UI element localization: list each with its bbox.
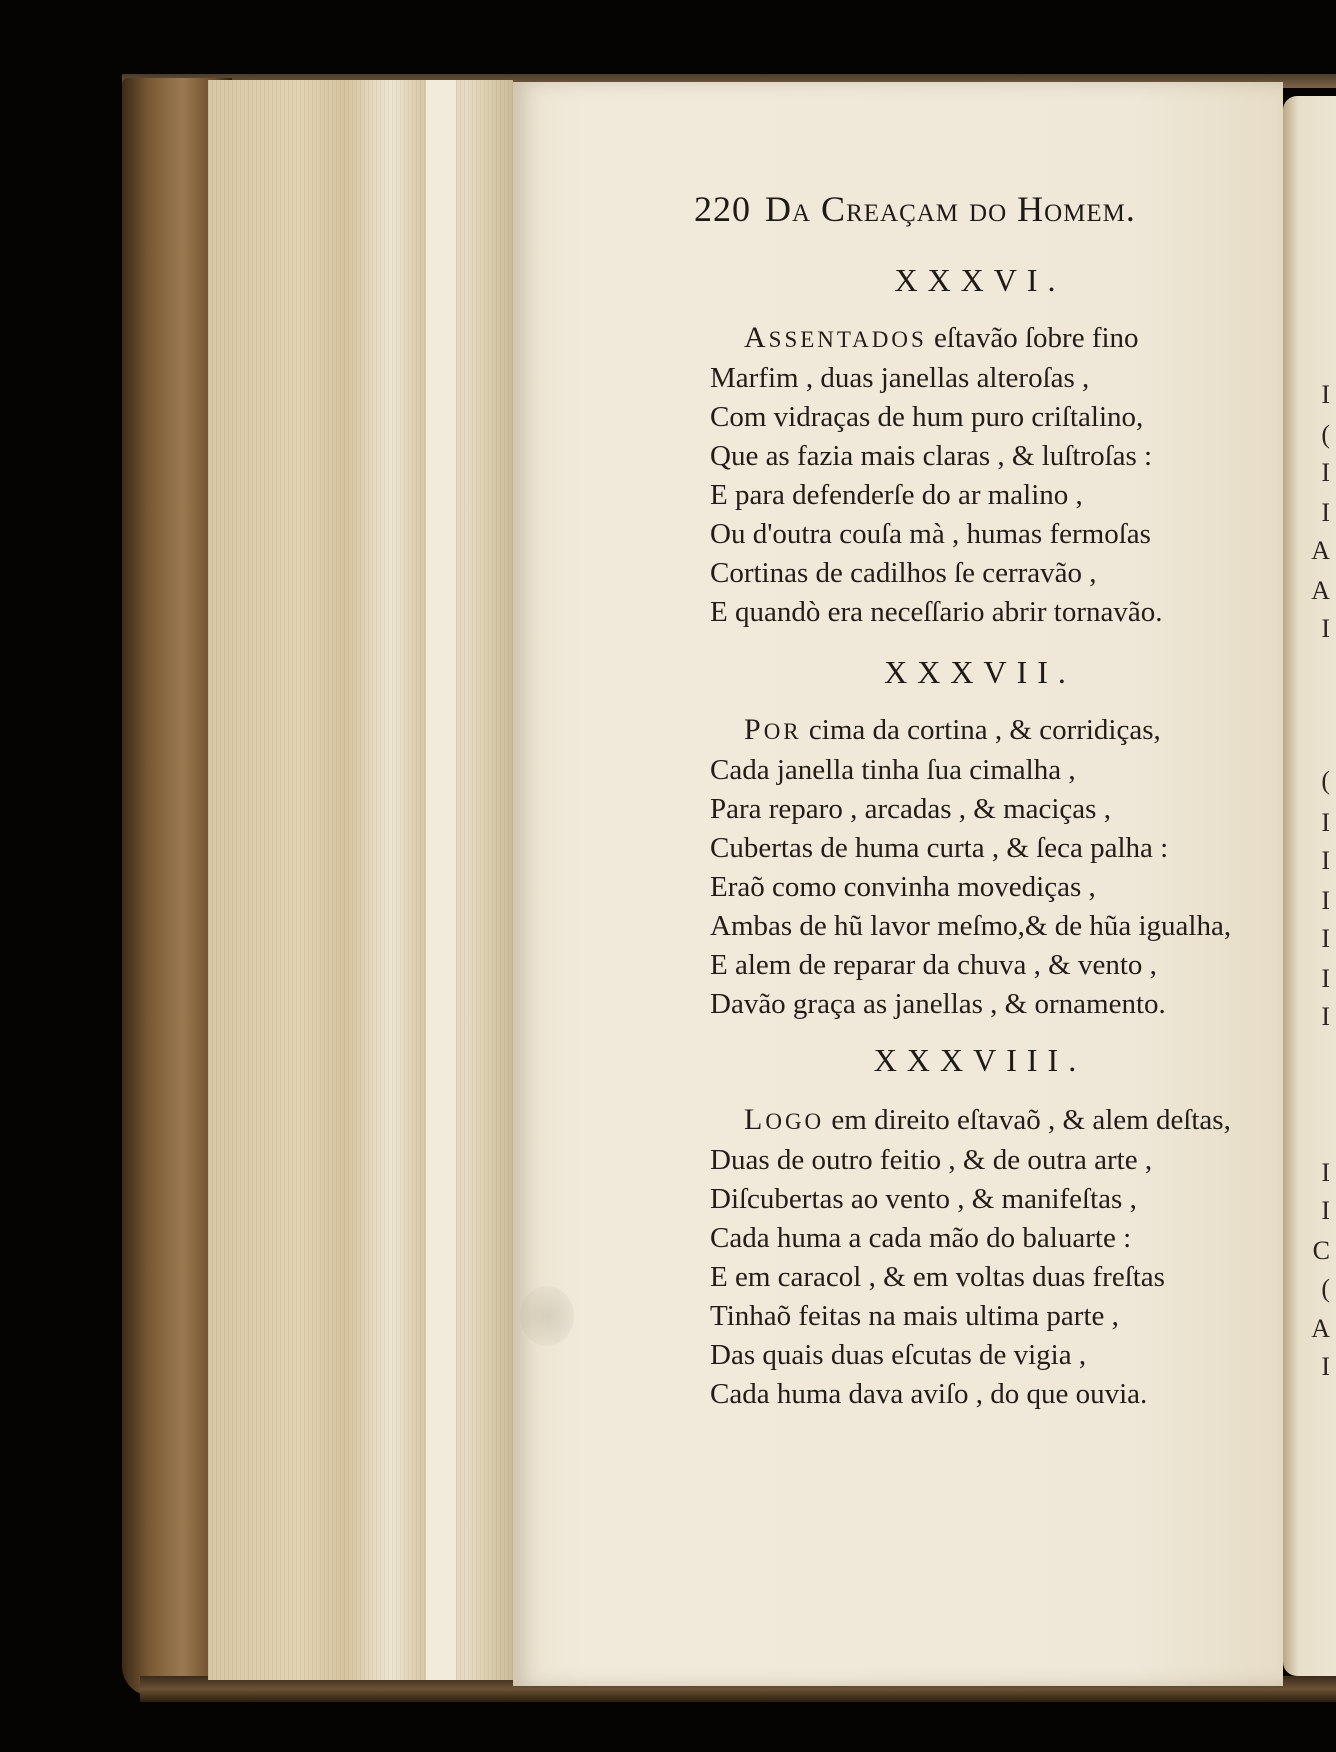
verse-line: Diſcubertas ao vento , & manifeſtas , <box>710 1183 1137 1215</box>
verse-line: Que as fazia mais claras , & luſtroſas : <box>710 440 1153 472</box>
verse-line: Cada huma a cada mão do baluarte : <box>710 1222 1132 1254</box>
verse-line: E quandò era neceſſario abrir tornavão. <box>710 596 1163 628</box>
page-number: 220 <box>694 189 751 229</box>
facing-page-glyph: I <box>1321 1196 1330 1225</box>
facing-page-glyph: I <box>1321 886 1330 915</box>
stanza-number: XXXVII. <box>884 654 1076 690</box>
verse-line: Cubertas de huma curta , & ſeca palha : <box>710 832 1169 864</box>
verse-line: Com vidraças de hum puro criſtalino, <box>710 401 1144 433</box>
facing-page-glyph: I <box>1321 458 1330 487</box>
verse-line: Ambas de hũ lavor meſmo,& de hũa igualha, <box>710 910 1232 942</box>
verse-line: Cada huma dava aviſo , do que ouvia. <box>710 1378 1148 1410</box>
facing-page-glyph: I <box>1321 924 1330 953</box>
verse-line: Cada janella tinha ſua cimalha , <box>710 754 1076 786</box>
paper-stain <box>520 1286 574 1346</box>
stanza <box>710 710 1280 1024</box>
verse-line: Duas de outro feitio , & de outra arte , <box>710 1144 1153 1176</box>
stanza-number: XXXVIII. <box>873 1042 1087 1078</box>
running-header <box>694 188 1254 230</box>
facing-page-glyph: A <box>1311 1314 1330 1343</box>
verse-line: Marfim , duas janellas alteroſas , <box>710 362 1090 394</box>
facing-page-glyph: I <box>1321 1002 1330 1031</box>
facing-page-glyph: ( <box>1321 1274 1330 1303</box>
verse-line: E alem de reparar da chuva , & vento , <box>710 949 1157 981</box>
facing-page-glyph: ( <box>1321 766 1330 795</box>
verse-line: Tinhaõ feitas na mais ultima parte , <box>710 1300 1119 1332</box>
facing-page-glyph: I <box>1321 846 1330 875</box>
verse-line: Das quais duas eſcutas de vigia , <box>710 1339 1087 1371</box>
verse-line: Davão graça as janellas , & ornamento. <box>710 988 1166 1020</box>
facing-page-glyph: I <box>1321 498 1330 527</box>
facing-page-glyph: C <box>1312 1236 1330 1265</box>
facing-page-glyph: I <box>1321 1158 1330 1187</box>
facing-page-glyph: A <box>1311 576 1330 605</box>
facing-page-glyph: ( <box>1321 420 1330 449</box>
facing-page-glyph: I <box>1321 1352 1330 1381</box>
facing-page-glyph: I <box>1321 808 1330 837</box>
stanza <box>710 1100 1280 1414</box>
verse-line: E em caracol , & em voltas duas freſtas <box>710 1261 1165 1293</box>
facing-page-glyph: I <box>1321 380 1330 409</box>
verse-line: Para reparo , arcadas , & maciças , <box>710 793 1111 825</box>
stanza-number: XXXVI. <box>894 262 1066 298</box>
running-title: Da Creaçam do Homem. <box>765 189 1136 229</box>
verse-line: Ou d'outra couſa mà , humas fermoſas <box>710 518 1151 550</box>
facing-page-glyph: I <box>1321 964 1330 993</box>
verse-line: E para defenderſe do ar malino , <box>710 479 1083 511</box>
stanza <box>710 318 1280 632</box>
facing-page-glyph: A <box>1311 536 1330 565</box>
verse-line: Cortinas de cadilhos ſe cerravão , <box>710 557 1097 589</box>
facing-page-glyph: I <box>1321 614 1330 643</box>
stanza-first-line: POR cima da cortina , & corridiças, <box>744 713 1161 746</box>
facing-page-edge <box>1283 96 1336 1676</box>
page-stack-edges <box>208 80 513 1680</box>
stanza-first-line: LOGO em direito eſtavaõ , & alem deſtas, <box>744 1103 1231 1136</box>
verse-line: Eraõ como convinha movediças , <box>710 871 1096 903</box>
stanza-first-line: ASSENTADOS eſtavão ſobre fino <box>744 321 1139 354</box>
